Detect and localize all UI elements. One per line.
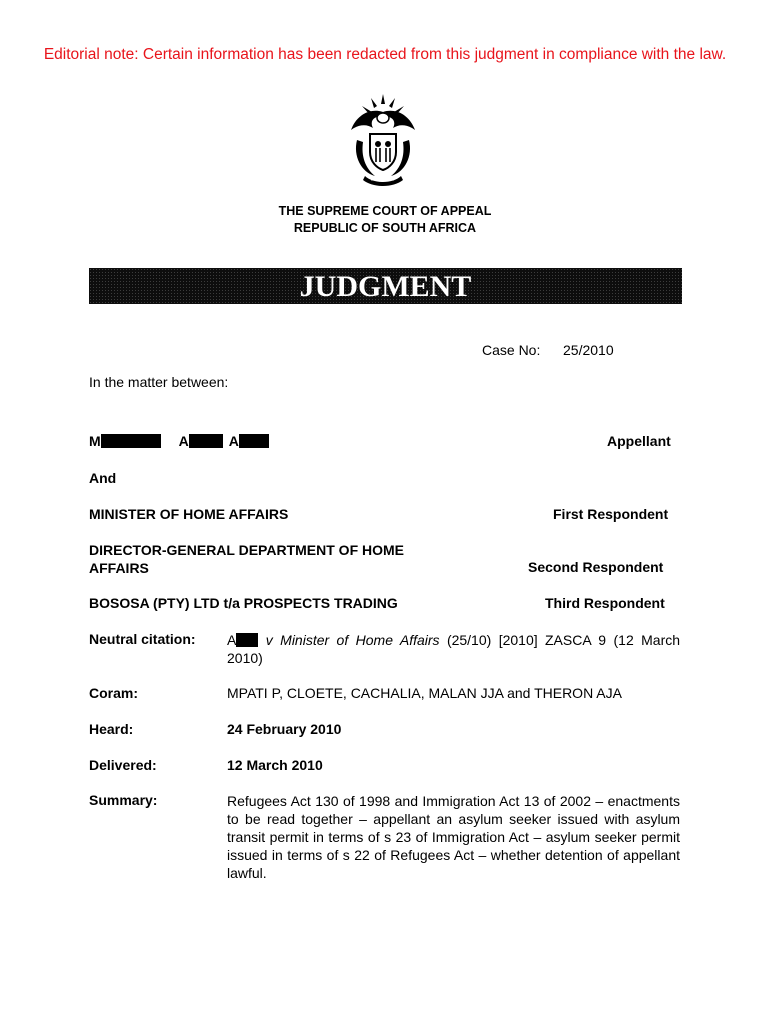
citation-initial: A bbox=[227, 632, 237, 648]
heard-label: Heard: bbox=[89, 721, 134, 737]
third-respondent-name: BOSOSA (PTY) LTD t/a PROSPECTS TRADING bbox=[89, 595, 398, 611]
third-respondent-role: Third Respondent bbox=[545, 595, 665, 611]
appellant-name bbox=[89, 433, 269, 449]
citation-label: Neutral citation: bbox=[89, 631, 196, 647]
coat-of-arms-icon bbox=[343, 90, 423, 190]
redaction-box bbox=[189, 434, 223, 448]
case-number-label: Case No: bbox=[482, 342, 541, 358]
summary-text: Refugees Act 130 of 1998 and Immigration Act 13 of 2002 – enactments to be read together – appellant an asylum seeker issued with asylum transit permit in terms of s 23 of Immigration Act – asylum seeker permit issued in terms of s 22 of Refugees Act – whether detention of appellant lawful. bbox=[227, 793, 680, 881]
redaction-box bbox=[101, 434, 161, 448]
first-respondent-name: MINISTER OF HOME AFFAIRS bbox=[89, 506, 289, 522]
citation-reference: (25/10) [2010] ZASCA 9 (12 March 2010) bbox=[227, 632, 681, 666]
heard-date: 24 February 2010 bbox=[227, 721, 342, 737]
editorial-note: Editorial note: Certain information has been redacted from this judgment in compliance with the law. bbox=[43, 46, 727, 63]
court-heading bbox=[0, 203, 770, 237]
appellant-initial-2: A bbox=[178, 433, 189, 449]
appellant-initial-3: A bbox=[228, 433, 239, 449]
redaction-box bbox=[239, 434, 269, 448]
judgment-title: JUDGMENT bbox=[299, 270, 472, 303]
neutral-citation bbox=[227, 631, 680, 667]
citation-v: v bbox=[265, 632, 273, 648]
appellant-initial-1: M bbox=[89, 433, 101, 449]
coram-label: Coram: bbox=[89, 685, 139, 701]
second-respondent-name-line2: AFFAIRS bbox=[89, 560, 149, 576]
court-name: THE SUPREME COURT OF APPEAL bbox=[278, 204, 492, 218]
delivered-label: Delivered: bbox=[89, 757, 157, 773]
coram-value: MPATI P, CLOETE, CACHALIA, MALAN JJA and THERON AJA bbox=[227, 685, 622, 701]
citation-case-name: Minister of Home Affairs bbox=[280, 632, 440, 648]
matter-intro: In the matter between: bbox=[89, 374, 229, 390]
and-label: And bbox=[89, 470, 117, 486]
redaction-box bbox=[236, 633, 258, 647]
summary-label: Summary: bbox=[89, 792, 158, 808]
case-number: 25/2010 bbox=[563, 342, 614, 358]
second-respondent-name-line1: DIRECTOR-GENERAL DEPARTMENT OF HOME bbox=[89, 542, 405, 558]
second-respondent-name bbox=[89, 541, 404, 577]
court-country: REPUBLIC OF SOUTH AFRICA bbox=[293, 221, 477, 235]
second-respondent-role: Second Respondent bbox=[528, 559, 664, 575]
first-respondent-role: First Respondent bbox=[553, 506, 669, 522]
appellant-role: Appellant bbox=[607, 433, 671, 449]
delivered-date: 12 March 2010 bbox=[227, 757, 323, 773]
